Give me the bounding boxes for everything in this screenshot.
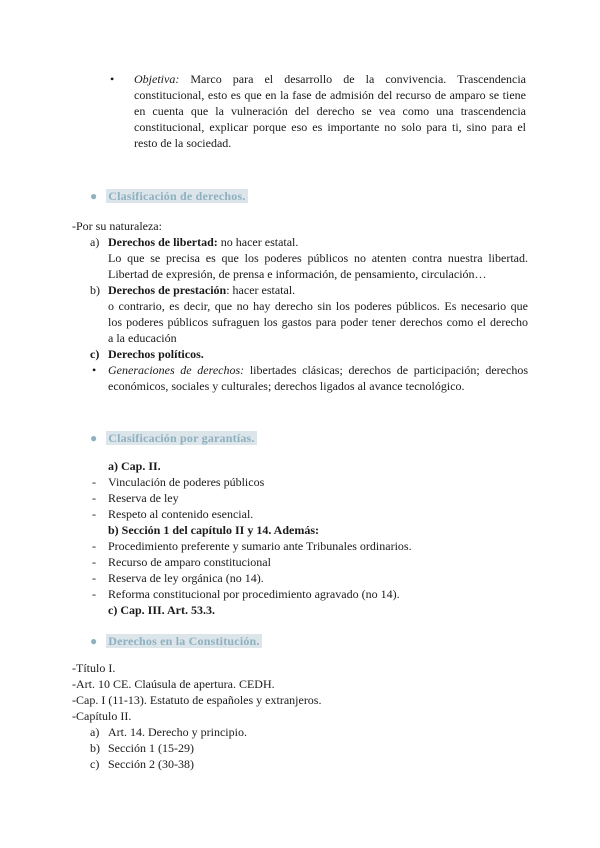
list-item-politicos: Derechos políticos. <box>108 347 204 361</box>
list-item: Reserva de ley <box>108 491 179 505</box>
list-item: Vinculación de poderes públicos <box>108 475 265 489</box>
paragraph-line: o contrario, es decir, que no hay derecho sin los poderes públicos. Es necesario que <box>108 299 528 313</box>
objective-paragraph: Objetiva: Marco para el desarrollo de la convivencia. Trascendencia constitucional, esto es que en la fase de admisión del recurso de amparo se tiene en cuenta que la vulneración del derecho se vea como una trascendencia constitucional, explicar porque eso es importante no solo para ti, sino para el resto de la sociedad. <box>134 72 527 150</box>
list-marker: b) <box>90 283 100 297</box>
section-heading-clasificacion-derechos <box>90 188 248 204</box>
list-marker: b) <box>90 741 100 755</box>
heading-text: Clasificación de derechos. <box>108 189 246 203</box>
paragraph-line: los poderes públicos sufraguen los gastos para poder tener derechos como el derecho <box>108 315 528 329</box>
list-item-libertad: Derechos de libertad: no hacer estatal. <box>108 235 299 249</box>
heading-text: Clasificación por garantías. <box>108 431 255 445</box>
paragraph-line: -Capítulo II. <box>72 709 132 723</box>
dash: - <box>92 491 96 505</box>
dash: - <box>92 555 96 569</box>
heading-bullet: ● <box>90 634 98 648</box>
paragraph-line: -Cap. I (11-13). Estatuto de españoles y extranjeros. <box>72 693 322 707</box>
paragraph-line: Libertad de expresión, de prensa e información, de pensamiento, circulación… <box>108 267 487 281</box>
bullet: • <box>92 363 97 377</box>
list-marker: a) <box>90 235 100 249</box>
objective-label: Objetiva: <box>134 72 180 86</box>
dash: - <box>92 539 96 553</box>
subheading: c) Cap. III. Art. 53.3. <box>108 603 215 617</box>
list-item: Recurso de amparo constitucional <box>108 555 271 569</box>
paragraph-line: -Art. 10 CE. Claúsula de apertura. CEDH. <box>72 677 275 691</box>
list-item-prestacion: Derechos de prestación: hacer estatal. <box>108 283 296 297</box>
paragraph-line: -Título I. <box>72 661 116 675</box>
dash: - <box>92 475 96 489</box>
list-item: Sección 1 (15-29) <box>108 741 194 755</box>
list-marker: a) <box>90 725 100 739</box>
section-heading-clasificacion-garantias <box>90 430 257 446</box>
dash: - <box>92 587 96 601</box>
heading-text: Derechos en la Constitución. <box>108 634 260 648</box>
list-item: Procedimiento preferente y sumario ante Tribunales ordinarios. <box>108 539 412 553</box>
paragraph-line: a la educación <box>108 331 177 345</box>
subheading: a) Cap. II. <box>108 459 161 473</box>
generaciones-line: Generaciones de derechos: libertades clásicas; derechos de participación; derechos <box>108 363 528 377</box>
dash: - <box>92 571 96 585</box>
subheading: b) Sección 1 del capítulo II y 14. Además: <box>108 523 320 537</box>
list-item: Reserva de ley orgánica (no 14). <box>108 571 264 585</box>
heading-bullet: ● <box>90 431 98 445</box>
list-marker: c) <box>90 347 100 361</box>
list-item: Art. 14. Derecho y principio. <box>108 725 247 739</box>
list-item: Respeto al contenido esencial. <box>108 507 254 521</box>
paragraph-line: económicos, sociales y culturales; derechos ligados al avance tecnológico. <box>108 379 465 393</box>
intro-text: -Por su naturaleza: <box>72 219 162 233</box>
list-item: Sección 2 (30-38) <box>108 757 194 771</box>
dash: - <box>92 507 96 521</box>
list-marker: c) <box>90 757 100 771</box>
paragraph-line: Lo que se precisa es que los poderes públicos no atenten contra nuestra libertad. <box>108 251 528 265</box>
section-heading-derechos-constitucion <box>90 633 262 649</box>
bullet: • <box>110 72 115 86</box>
list-item: Reforma constitucional por procedimiento agravado (no 14). <box>108 587 400 601</box>
heading-bullet: ● <box>90 189 98 203</box>
